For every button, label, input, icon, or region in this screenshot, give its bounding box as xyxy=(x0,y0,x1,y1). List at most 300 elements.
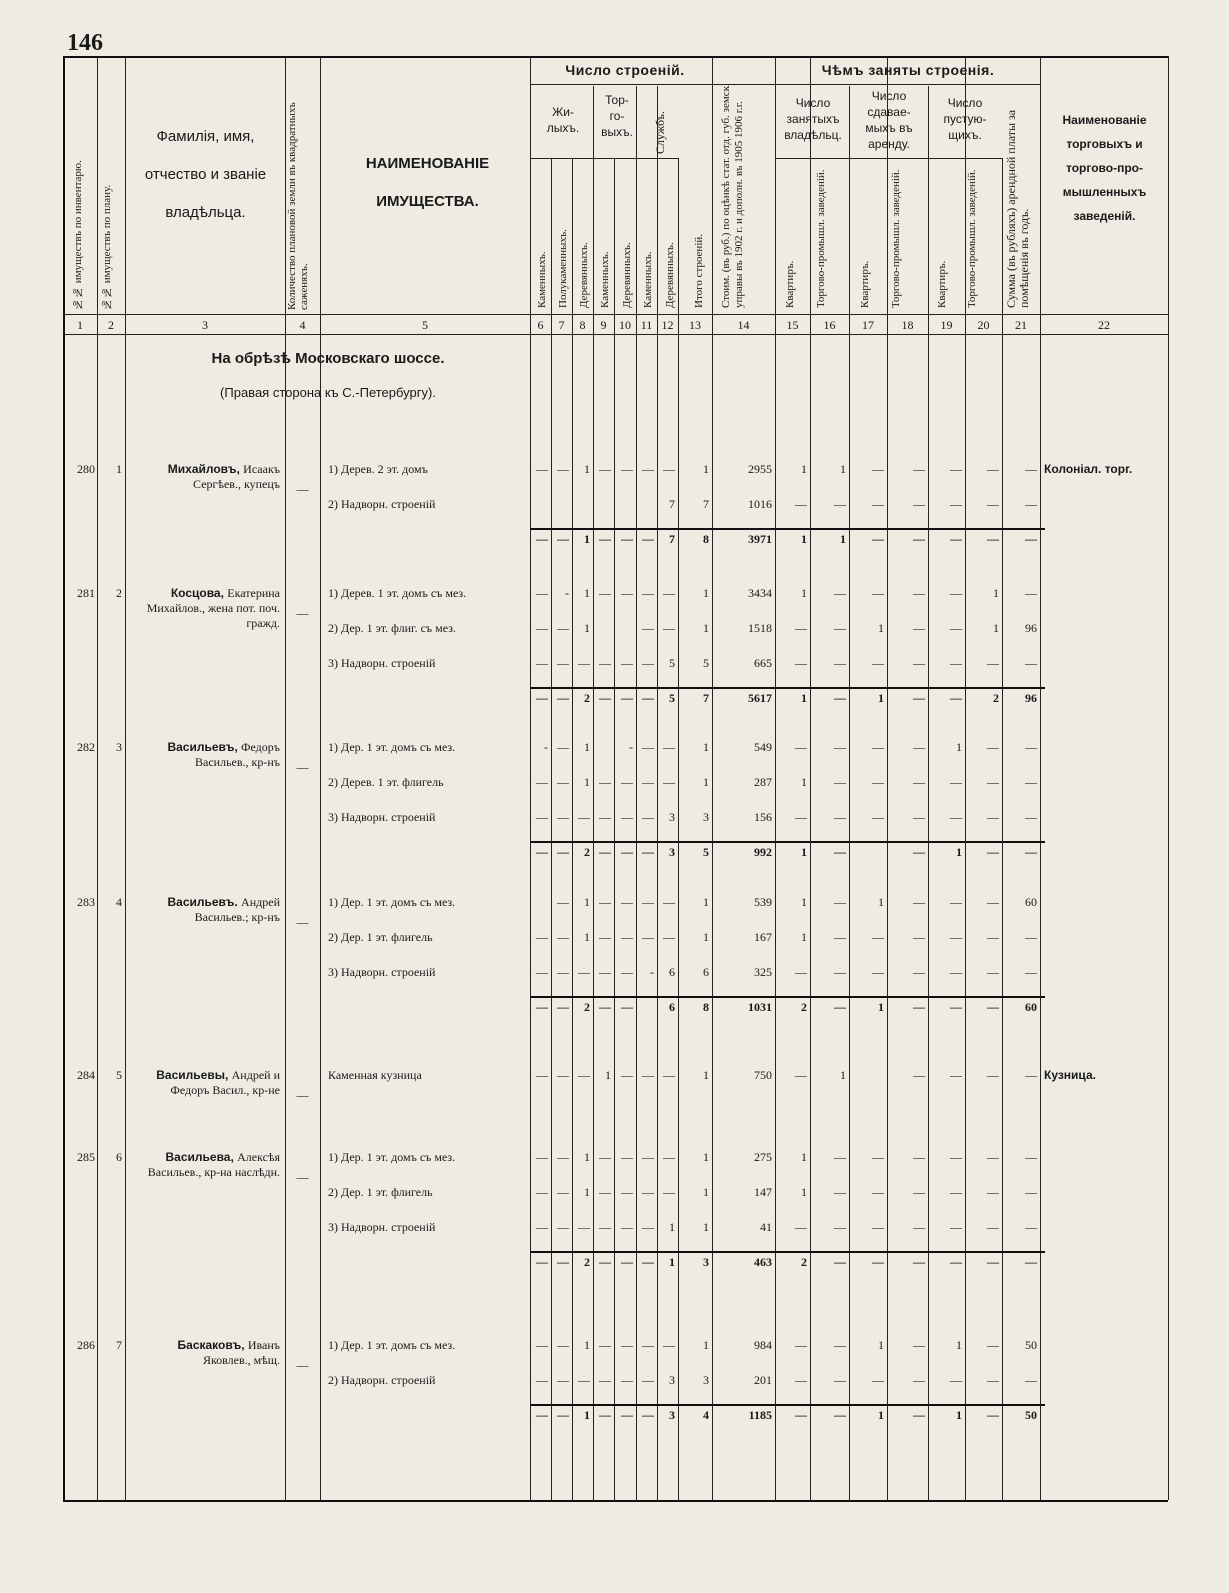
value-cell: 1 xyxy=(840,1068,846,1082)
value-cell: — xyxy=(557,930,569,944)
value-cell: 549 xyxy=(754,740,772,754)
property-name: 3) Надворн. строеній xyxy=(328,1220,436,1234)
header-col2: №№ имуществъ по плану. xyxy=(101,184,113,310)
value-cell: 7 xyxy=(669,497,675,511)
total-cell: — xyxy=(642,1255,654,1269)
value-cell: - xyxy=(565,586,569,600)
value-cell: — xyxy=(663,1338,675,1352)
total-cell: 2 xyxy=(993,691,999,705)
value-cell: — xyxy=(663,462,675,476)
value-cell: 3 xyxy=(669,810,675,824)
value-cell: — xyxy=(795,810,807,824)
value-cell: — xyxy=(834,810,846,824)
column-rule xyxy=(657,86,658,1500)
total-cell: 5 xyxy=(669,691,675,705)
value-cell: 60 xyxy=(1025,895,1037,909)
header-col10: Деревянныхъ. xyxy=(621,242,633,308)
value-cell: 665 xyxy=(754,656,772,670)
inventory-number: 284 xyxy=(77,1068,95,1082)
total-cell: — xyxy=(913,691,925,705)
total-cell: — xyxy=(642,691,654,705)
value-cell: 1 xyxy=(703,1338,709,1352)
value-cell: 1 xyxy=(703,621,709,635)
value-cell: — xyxy=(536,1185,548,1199)
plan-number: 4 xyxy=(116,895,122,909)
owner-details: Иванъ Яковлев., мѣщ. xyxy=(202,1338,280,1367)
header-col22-line: мышленныхъ xyxy=(1062,185,1147,199)
value-cell: — xyxy=(950,1185,962,1199)
value-cell: — xyxy=(950,656,962,670)
total-rule xyxy=(530,1404,1045,1406)
value-cell: — xyxy=(536,586,548,600)
value-cell: 1 xyxy=(584,930,590,944)
value-cell: — xyxy=(987,1373,999,1387)
total-cell: 2 xyxy=(801,1000,807,1014)
column-number: 10 xyxy=(619,318,631,332)
column-number: 16 xyxy=(823,318,836,332)
header-col14: Стоим. (въ руб.) по оцѣнкѣ стат. отд. губ. земск. управы въ 1902 г. и дополн. въ 1905 1906 г.г. xyxy=(720,83,745,308)
total-cell: 2 xyxy=(584,691,590,705)
value-cell: — xyxy=(599,462,611,476)
value-cell: — xyxy=(872,930,884,944)
value-cell: 1 xyxy=(878,1338,884,1352)
value-cell: 1 xyxy=(878,621,884,635)
header-sub-empty-line: Число xyxy=(947,96,983,110)
header-col3-line: владѣльца. xyxy=(165,204,246,221)
value-cell: — xyxy=(642,462,654,476)
value-cell: — xyxy=(557,1150,569,1164)
value-cell: — xyxy=(950,810,962,824)
value-cell: 201 xyxy=(754,1373,772,1387)
value-cell: 50 xyxy=(1025,1338,1037,1352)
value-cell: — xyxy=(987,656,999,670)
total-cell: 3971 xyxy=(748,532,772,546)
value-cell: 1 xyxy=(703,740,709,754)
owner-details: Андрей Васильев.; кр-нъ xyxy=(194,895,280,924)
value-cell: — xyxy=(642,1150,654,1164)
value-cell: — xyxy=(950,1220,962,1234)
column-number: 1 xyxy=(77,318,83,332)
total-cell: 96 xyxy=(1025,691,1037,705)
total-cell: — xyxy=(872,1255,884,1269)
header-sub-sluzh: Службъ. xyxy=(653,111,667,154)
total-cell: — xyxy=(536,532,548,546)
property-name: 1) Дер. 1 эт. домъ съ мез. xyxy=(328,740,456,754)
total-cell: — xyxy=(621,845,633,859)
value-cell: — xyxy=(913,586,925,600)
value-cell: — xyxy=(1025,775,1037,789)
value-cell: 325 xyxy=(754,965,772,979)
total-cell: — xyxy=(557,1000,569,1014)
value-cell: 1016 xyxy=(748,497,772,511)
value-cell: — xyxy=(536,1373,548,1387)
value-cell: — xyxy=(663,1068,675,1082)
value-cell: — xyxy=(599,1220,611,1234)
owner-surname: Васильевы, xyxy=(156,1068,232,1082)
value-cell: — xyxy=(1025,1150,1037,1164)
land-area: — xyxy=(296,760,309,774)
total-cell: — xyxy=(621,691,633,705)
column-number: 4 xyxy=(299,318,306,332)
value-cell: 3 xyxy=(703,810,709,824)
header-col4: Количество плановой земли въ квадратныхъ саженяхъ. xyxy=(286,102,310,310)
value-cell: 1 xyxy=(703,895,709,909)
value-cell: — xyxy=(599,1185,611,1199)
header-top-rule xyxy=(63,56,1168,58)
value-cell: 5 xyxy=(669,656,675,670)
value-cell: — xyxy=(536,930,548,944)
total-cell: — xyxy=(557,691,569,705)
owner-name xyxy=(130,1338,280,1368)
value-cell: — xyxy=(950,895,962,909)
column-number: 11 xyxy=(640,318,653,332)
plan-number: 1 xyxy=(116,462,122,476)
value-cell: — xyxy=(1025,656,1037,670)
value-cell: — xyxy=(621,1338,633,1352)
owner-surname: Васильева, xyxy=(165,1150,238,1164)
value-cell: — xyxy=(578,810,590,824)
value-cell: 1 xyxy=(956,740,962,754)
value-cell: — xyxy=(578,1068,590,1082)
total-cell: — xyxy=(536,1255,548,1269)
column-rule xyxy=(849,86,850,1500)
value-cell: — xyxy=(950,1068,962,1082)
value-cell: — xyxy=(913,810,925,824)
header-col22-line: Наименованіе xyxy=(1062,113,1147,127)
value-cell: 1 xyxy=(584,895,590,909)
inventory-number: 280 xyxy=(77,462,95,476)
column-number: 14 xyxy=(737,318,750,332)
total-cell: 7 xyxy=(703,691,709,705)
business-name: Кузница. xyxy=(1044,1068,1096,1082)
value-cell: — xyxy=(663,895,675,909)
owner-name xyxy=(130,586,280,631)
value-cell: — xyxy=(1025,497,1037,511)
total-cell: 992 xyxy=(754,845,772,859)
total-cell: 8 xyxy=(703,1000,709,1014)
value-cell: — xyxy=(663,1185,675,1199)
column-number: 15 xyxy=(786,318,799,332)
total-cell: 7 xyxy=(669,532,675,546)
value-cell: — xyxy=(642,586,654,600)
total-cell: — xyxy=(795,1408,807,1422)
value-cell: — xyxy=(913,775,925,789)
total-cell: 1 xyxy=(801,532,807,546)
value-cell: — xyxy=(536,462,548,476)
header-sub-empty-line: пустую- xyxy=(943,112,987,126)
total-cell: — xyxy=(987,532,999,546)
value-cell: — xyxy=(536,775,548,789)
property-name: 1) Дер. 1 эт. домъ съ мез. xyxy=(328,1338,456,1352)
property-name: 2) Дер. 1 эт. флигель xyxy=(328,1185,433,1199)
value-cell: 1 xyxy=(801,1185,807,1199)
total-cell: 6 xyxy=(669,1000,675,1014)
total-cell: — xyxy=(536,845,548,859)
value-cell: — xyxy=(557,1068,569,1082)
owner-name xyxy=(130,895,280,925)
total-cell: 1 xyxy=(956,845,962,859)
colnum-bottom-rule xyxy=(63,334,1168,335)
value-cell: — xyxy=(1025,1185,1037,1199)
value-cell: — xyxy=(536,965,548,979)
total-rule xyxy=(530,841,1045,843)
value-cell: — xyxy=(578,965,590,979)
value-cell: — xyxy=(621,586,633,600)
value-cell: — xyxy=(642,1068,654,1082)
table-bottom-rule xyxy=(63,1500,1168,1502)
value-cell: — xyxy=(913,1338,925,1352)
value-cell: — xyxy=(872,965,884,979)
value-cell: — xyxy=(599,1150,611,1164)
section-subtitle: (Правая сторона къ С.-Петербургу). xyxy=(220,385,436,400)
total-cell: — xyxy=(913,1408,925,1422)
column-number: 18 xyxy=(901,318,914,332)
owner-details: Федоръ Васильев., кр-нъ xyxy=(195,740,280,769)
property-name: 3) Надворн. строеній xyxy=(328,965,436,979)
column-number: 17 xyxy=(862,318,874,332)
total-cell: — xyxy=(950,1255,962,1269)
value-cell: — xyxy=(557,965,569,979)
value-cell: — xyxy=(1025,740,1037,754)
value-cell: - xyxy=(544,740,548,754)
property-name: 2) Надворн. строеній xyxy=(328,1373,436,1387)
value-cell: 539 xyxy=(754,895,772,909)
value-cell: 275 xyxy=(754,1150,772,1164)
header-sub-rent xyxy=(850,88,928,152)
value-cell: 1 xyxy=(703,930,709,944)
value-cell: — xyxy=(663,1150,675,1164)
value-cell: — xyxy=(557,810,569,824)
value-cell: — xyxy=(950,462,962,476)
column-number: 22 xyxy=(1098,318,1110,332)
value-cell: — xyxy=(834,1185,846,1199)
header-sub-empty-line: щихъ. xyxy=(948,128,982,142)
value-cell: — xyxy=(913,1373,925,1387)
value-cell: 3434 xyxy=(748,586,772,600)
value-cell: — xyxy=(795,497,807,511)
total-cell: — xyxy=(950,1000,962,1014)
value-cell: — xyxy=(834,656,846,670)
value-cell: — xyxy=(872,656,884,670)
value-cell: — xyxy=(642,656,654,670)
value-cell: — xyxy=(642,895,654,909)
value-cell: 1 xyxy=(956,1338,962,1352)
value-cell: — xyxy=(599,965,611,979)
total-cell: 4 xyxy=(703,1408,709,1422)
header-col22 xyxy=(1042,108,1167,228)
value-cell: — xyxy=(621,810,633,824)
value-cell: — xyxy=(642,1373,654,1387)
header-sub-zhil xyxy=(532,104,594,136)
value-cell: 1 xyxy=(840,462,846,476)
value-cell: — xyxy=(557,895,569,909)
value-cell: — xyxy=(621,1373,633,1387)
header-sub-rent-line: Число xyxy=(871,89,907,103)
value-cell: — xyxy=(621,656,633,670)
value-cell: 5 xyxy=(703,656,709,670)
value-cell: 1 xyxy=(801,462,807,476)
total-cell: 3 xyxy=(669,1408,675,1422)
total-cell: — xyxy=(557,532,569,546)
value-cell: — xyxy=(834,1373,846,1387)
value-cell: — xyxy=(950,930,962,944)
total-cell: 1 xyxy=(878,1408,884,1422)
value-cell: — xyxy=(557,462,569,476)
property-name: 3) Надворн. строеній xyxy=(328,810,436,824)
value-cell: — xyxy=(872,810,884,824)
value-cell: — xyxy=(599,775,611,789)
column-rule xyxy=(320,56,321,1500)
value-cell: 1518 xyxy=(748,621,772,635)
value-cell: — xyxy=(599,586,611,600)
inventory-number: 281 xyxy=(77,586,95,600)
total-cell: — xyxy=(621,532,633,546)
value-cell: — xyxy=(642,930,654,944)
value-cell: 156 xyxy=(754,810,772,824)
header-col20: Торгово-промышл. заведеній. xyxy=(966,169,978,308)
column-rule xyxy=(887,158,888,1500)
value-cell: — xyxy=(913,621,925,635)
value-cell: — xyxy=(621,462,633,476)
column-rule xyxy=(928,86,929,1500)
owner-surname: Баскаковъ, xyxy=(177,1338,248,1352)
header-col12: Деревянныхъ. xyxy=(664,242,676,308)
value-cell: — xyxy=(536,810,548,824)
property-name: 1) Дер. 1 эт. домъ съ мез. xyxy=(328,895,456,909)
total-cell: — xyxy=(599,1408,611,1422)
total-cell: 5 xyxy=(703,845,709,859)
value-cell: — xyxy=(834,621,846,635)
value-cell: — xyxy=(872,497,884,511)
total-cell: — xyxy=(834,1000,846,1014)
header-col8: Деревянныхъ. xyxy=(578,242,590,308)
value-cell: — xyxy=(795,1338,807,1352)
total-cell: — xyxy=(913,532,925,546)
total-cell: — xyxy=(1025,532,1037,546)
column-rule xyxy=(572,158,573,1500)
value-cell: — xyxy=(987,1068,999,1082)
value-cell: 1 xyxy=(703,775,709,789)
value-cell: — xyxy=(950,1150,962,1164)
total-cell: — xyxy=(987,1408,999,1422)
value-cell: 984 xyxy=(754,1338,772,1352)
value-cell: — xyxy=(950,1373,962,1387)
column-rule xyxy=(636,86,637,1500)
total-cell: 1 xyxy=(956,1408,962,1422)
value-cell: — xyxy=(795,740,807,754)
value-cell: — xyxy=(663,621,675,635)
header-col6: Каменныхъ. xyxy=(536,251,548,308)
value-cell: - xyxy=(650,965,654,979)
value-cell: — xyxy=(872,586,884,600)
value-cell: — xyxy=(950,965,962,979)
header-group-rule xyxy=(530,84,1040,85)
column-number: 9 xyxy=(600,318,607,332)
total-cell: — xyxy=(950,691,962,705)
section-title: На обрѣзѣ Московскаго шоссе. xyxy=(211,350,445,367)
total-rule xyxy=(530,996,1045,998)
value-cell: — xyxy=(557,1338,569,1352)
value-cell: — xyxy=(913,1068,925,1082)
property-name: 1) Дерев. 1 эт. домъ съ мез. xyxy=(328,586,467,600)
value-cell: 1 xyxy=(878,895,884,909)
total-cell: 8 xyxy=(703,532,709,546)
value-cell: 1 xyxy=(605,1068,611,1082)
value-cell: 41 xyxy=(760,1220,772,1234)
value-cell: 1 xyxy=(801,586,807,600)
column-rule xyxy=(551,158,552,1500)
value-cell: — xyxy=(872,1220,884,1234)
value-cell: — xyxy=(536,1150,548,1164)
total-cell: — xyxy=(599,845,611,859)
header-sub-owners-line: Число xyxy=(795,96,831,110)
value-cell: — xyxy=(872,462,884,476)
value-cell: 1 xyxy=(703,1220,709,1234)
header-sub-zhil-line: Жи- xyxy=(552,105,574,119)
value-cell: — xyxy=(663,586,675,600)
value-cell: — xyxy=(834,930,846,944)
column-number: 8 xyxy=(579,318,586,332)
value-cell: — xyxy=(987,1338,999,1352)
header-sub-owners xyxy=(776,95,850,143)
value-cell: — xyxy=(621,930,633,944)
value-cell: — xyxy=(557,1185,569,1199)
property-name: 1) Дер. 1 эт. домъ съ мез. xyxy=(328,1150,456,1164)
header-col9: Каменныхъ. xyxy=(599,251,611,308)
total-cell: — xyxy=(913,1255,925,1269)
total-cell: 1185 xyxy=(748,1408,772,1422)
land-area: — xyxy=(296,915,309,929)
value-cell: 1 xyxy=(584,1185,590,1199)
total-cell: — xyxy=(1025,845,1037,859)
value-cell: 1 xyxy=(703,1068,709,1082)
owner-surname: Михайловъ, xyxy=(167,462,244,476)
column-rule xyxy=(593,86,594,1500)
value-cell: 1 xyxy=(993,621,999,635)
value-cell: — xyxy=(1025,1373,1037,1387)
total-cell: — xyxy=(913,845,925,859)
value-cell: — xyxy=(642,775,654,789)
owner-surname: Васильевъ. xyxy=(167,895,242,909)
total-cell: — xyxy=(557,1255,569,1269)
total-cell: — xyxy=(536,691,548,705)
header-sub-rent-line: мыхъ въ xyxy=(865,121,913,135)
value-cell: — xyxy=(834,1338,846,1352)
total-cell: — xyxy=(621,1408,633,1422)
total-cell: 1 xyxy=(801,691,807,705)
column-rule xyxy=(1168,56,1169,1500)
value-cell: — xyxy=(834,895,846,909)
header-col1: №№ имуществъ по инвентарю. xyxy=(72,160,84,310)
value-cell: — xyxy=(599,930,611,944)
total-cell: — xyxy=(950,532,962,546)
total-cell: 1 xyxy=(584,1408,590,1422)
value-cell: 1 xyxy=(584,1150,590,1164)
value-cell: — xyxy=(1025,930,1037,944)
value-cell: — xyxy=(1025,1068,1037,1082)
land-area: — xyxy=(296,1358,309,1372)
total-cell: — xyxy=(913,1000,925,1014)
value-cell: — xyxy=(536,1220,548,1234)
owner-surname: Косцова, xyxy=(170,586,228,600)
value-cell: — xyxy=(795,621,807,635)
value-cell: — xyxy=(599,1338,611,1352)
value-cell: — xyxy=(987,1150,999,1164)
land-area: — xyxy=(296,482,309,496)
value-cell: — xyxy=(913,462,925,476)
total-cell: — xyxy=(834,1255,846,1269)
value-cell: — xyxy=(987,1185,999,1199)
